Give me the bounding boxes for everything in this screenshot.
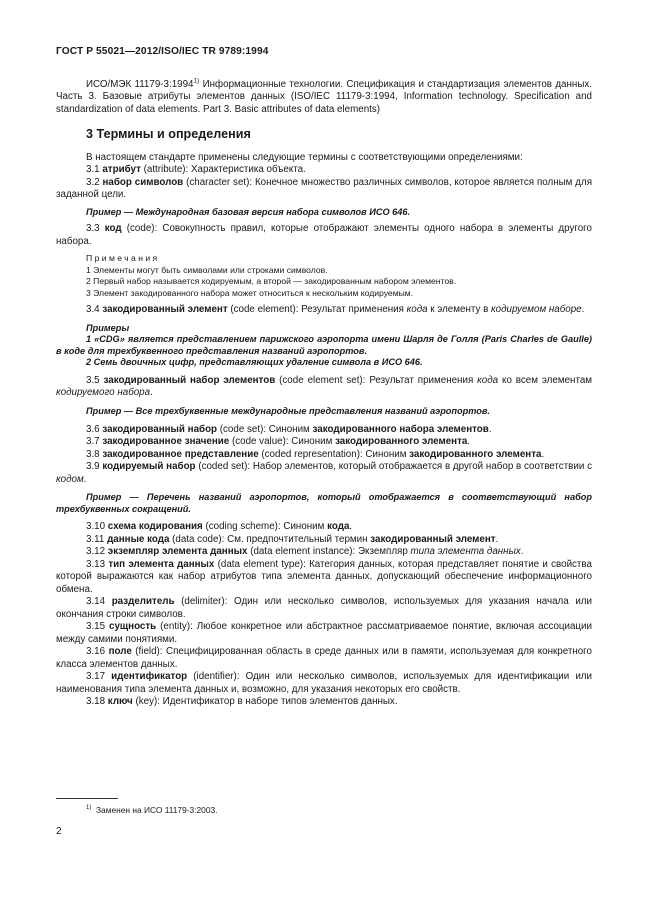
footnote-mark: 1) (86, 805, 92, 812)
term-3-11: 3.11 данные кода (data code): См. предпочтительный термин закодированный элемент. (86, 533, 499, 545)
ref-lead: ИСО/МЭК 11179-3:1994 (86, 78, 194, 90)
example-3-5: Пример — Все трехбуквенные международные представления названий аэропортов. (86, 405, 491, 416)
note-item: 2 Первый набор называется кодируемым, а второй — закодированным набором элементов. (86, 276, 457, 287)
term-3-14: 3.14 разделитель (delimiter): Один или несколько символов, используемых для указания начала или окончания строки символов. (56, 596, 592, 620)
notes-title: Примечания (86, 253, 160, 264)
example-item: 1 «CDG» является представлением парижского аэропорта имени Шарля де Голля (Paris Charles de Gaulle) в коде для трехбуквенного представления названий аэропортов. (56, 334, 592, 356)
term-3-15: 3.15 сущность (entity): Любое конкретное или абстрактное рассматриваемое понятие, включая ассоциации между самими понятиями. (56, 621, 592, 645)
term-3-9: 3.9 кодируемый набор (coded set): Набор элементов, который отображается в другой набор в соответствии с кодом. (56, 461, 592, 485)
term-3-1: 3.1 атрибут (attribute): Характеристика объекта. (86, 164, 306, 175)
term-3-8: 3.8 закодированное представление (coded representation): Синоним закодированного элемента. (86, 448, 545, 460)
example-3-2: Пример — Международная базовая версия набора символов ИСО 646. (86, 206, 411, 217)
term-3-4: 3.4 закодированный элемент (code element): Результат применения кода к элементу в кодируемом наборе. (86, 304, 585, 316)
note-item: 3 Элемент закодированного набора может относиться к нескольким кодируемым. (86, 287, 414, 298)
term-3-2: 3.2 набор символов (character set): Конечное множество различных символов, которое является полным для заданной цели. (56, 176, 593, 200)
footnote-mark: 1) (193, 77, 200, 85)
term-3-13: 3.13 тип элемента данных (data element type): Категория данных, которая представляет понятие и свойства которой выражаются как набор атрибутов типа элемента данных, допускающий обеспечение информационного обмена. (56, 558, 592, 595)
term-3-5: 3.5 закодированный набор элементов (code element set): Результат применения кода ко всем элементам кодируемого набора. (56, 374, 593, 399)
term-3-3: 3.3 код (code): Совокупность правил, которые отображают элементы одного набора в элементы другого набора. (56, 223, 592, 247)
examples-title: Примеры (86, 322, 130, 333)
term-3-12: 3.12 экземпляр элемента данных (data element instance): Экземпляр типа элемента данных. (86, 546, 524, 558)
example-3-9: Пример — Перечень названий аэропортов, который отображается в соответствующий набор трехбуквенных сокращений. (56, 492, 592, 514)
document-header: ГОСТ Р 55021—2012/ISO/IEC TR 9789:1994 (56, 46, 269, 57)
term-3-10: 3.10 схема кодирования (coding scheme): Синоним кода. (86, 521, 353, 533)
term-3-6: 3.6 закодированный набор (code set): Синоним закодированного набора элементов. (86, 423, 492, 435)
note-item: 1 Элементы могут быть символами или строками символов. (86, 264, 328, 275)
document-page (56, 46, 592, 709)
page-number: 2 (56, 826, 62, 837)
section-title: 3 Термины и определения (86, 127, 251, 141)
term-3-17: 3.17 идентификатор (identifier): Один или несколько символов, используемых для идентификации или наименования типа элемента данных и, возможно, для указания некоторых его свойств. (56, 671, 592, 695)
term-3-18: 3.18 ключ (key): Идентификатор в наборе типов элементов данных. (86, 696, 398, 708)
section-intro: В настоящем стандарте применены следующие термины с соответствующими определениями: (86, 151, 523, 163)
ref-text: Информационные технологии. Спецификация и стандартизация элементов данных. Часть 3. Базовые атрибуты элементов данных (ISO/IEC 11179-3:1994, Information technology. Specification and standardization of data elements. Part 3. Basic attributes of data elements) (56, 78, 592, 115)
examples-3-4 (56, 323, 592, 369)
normative-reference (56, 79, 592, 117)
example-item: 2 Семь двоичных цифр, представляющих удаление символа в ИСО 646. (86, 357, 423, 368)
term-3-16: 3.16 поле (field): Специфицированная область в среде данных или в памяти, используемая для конкретного класса элементов данных. (56, 646, 592, 670)
footnote-text: Заменен на ИСО 11179-3:2003. (96, 805, 218, 815)
footnote-separator (56, 798, 118, 799)
footnote (86, 805, 217, 815)
term-3-7: 3.7 закодированное значение (code value): Синоним закодированного элемента. (86, 436, 471, 448)
notes-block (56, 253, 592, 299)
